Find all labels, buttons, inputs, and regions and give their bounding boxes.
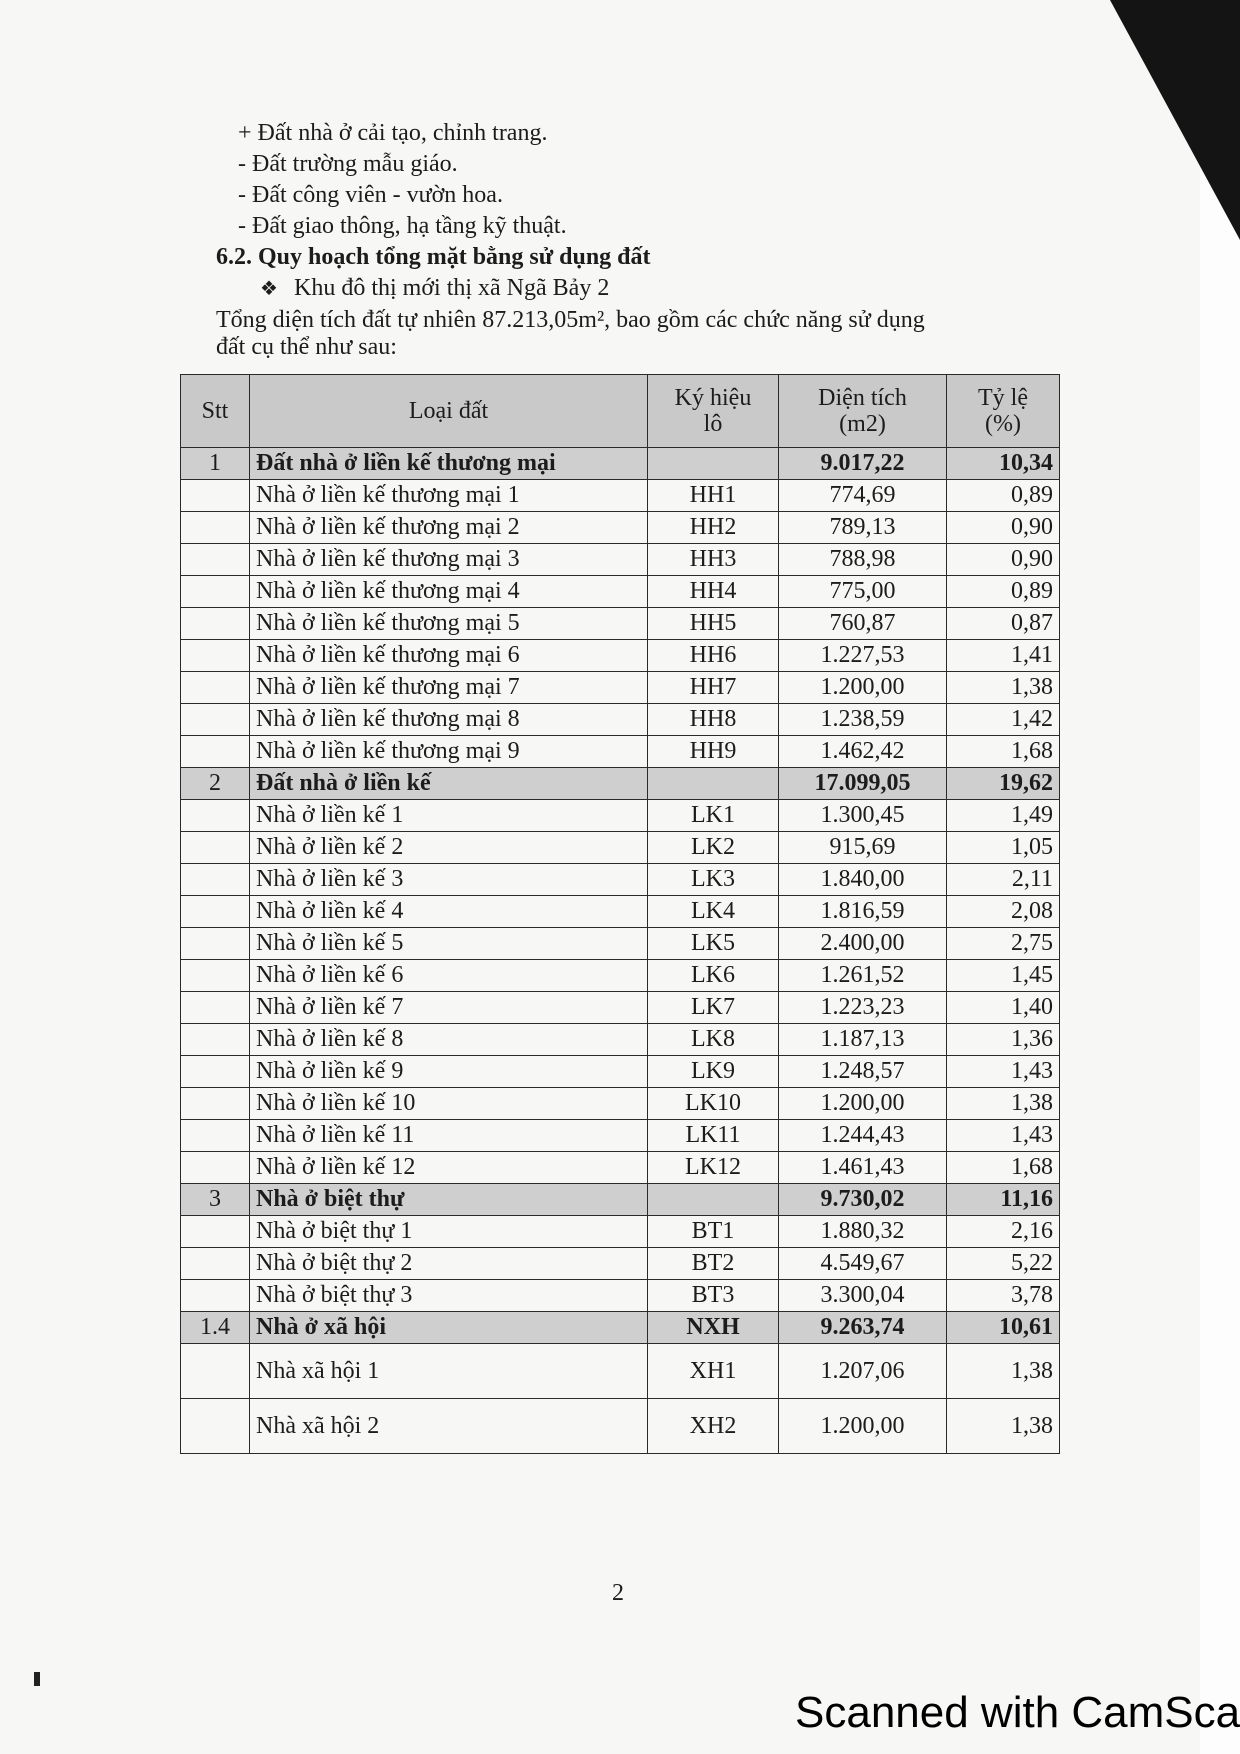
cell-ratio: 2,11 — [947, 864, 1060, 896]
intro-line: - Đất công viên - vườn hoa. — [238, 182, 503, 208]
intro-line: - Đất giao thông, hạ tầng kỹ thuật. — [238, 213, 567, 239]
cell-lot-code: HH2 — [648, 512, 779, 544]
cell-land-type: Nhà ở biệt thự 2 — [250, 1248, 648, 1280]
cell-ratio: 1,05 — [947, 832, 1060, 864]
cell-stt — [181, 544, 250, 576]
cell-ratio: 1,38 — [947, 1399, 1060, 1454]
cell-area: 760,87 — [779, 608, 947, 640]
bullet-text: Khu đô thị mới thị xã Ngã Bảy 2 — [294, 275, 610, 301]
table-row — [181, 928, 1060, 960]
cell-area: 1.261,52 — [779, 960, 947, 992]
cell-ratio: 1,68 — [947, 736, 1060, 768]
table-row — [181, 1344, 1060, 1399]
cell-stt — [181, 576, 250, 608]
header-stt: Stt — [181, 375, 250, 448]
cell-land-type: Nhà ở liền kế 8 — [250, 1024, 648, 1056]
cell-area: 17.099,05 — [779, 768, 947, 800]
cell-lot-code: HH4 — [648, 576, 779, 608]
cell-area: 1.200,00 — [779, 1399, 947, 1454]
cell-ratio: 1,45 — [947, 960, 1060, 992]
cell-area: 1.227,53 — [779, 640, 947, 672]
table-row — [181, 672, 1060, 704]
cell-ratio: 2,75 — [947, 928, 1060, 960]
cell-stt — [181, 896, 250, 928]
cell-land-type: Nhà ở liền kế thương mại 5 — [250, 608, 648, 640]
header-ratio-line1: Tỷ lệ — [978, 385, 1028, 411]
cell-ratio: 5,22 — [947, 1248, 1060, 1280]
cell-land-type: Nhà ở liền kế 10 — [250, 1088, 648, 1120]
cell-land-type: Nhà xã hội 1 — [250, 1344, 648, 1399]
table-row — [181, 1152, 1060, 1184]
cell-stt — [181, 928, 250, 960]
cell-stt — [181, 512, 250, 544]
cell-lot-code: LK6 — [648, 960, 779, 992]
cell-ratio: 1,68 — [947, 1152, 1060, 1184]
cell-lot-code: LK12 — [648, 1152, 779, 1184]
cell-area: 2.400,00 — [779, 928, 947, 960]
folded-corner-shadow — [1110, 0, 1240, 240]
cell-lot-code: LK8 — [648, 1024, 779, 1056]
cell-stt — [181, 480, 250, 512]
cell-area: 1.187,13 — [779, 1024, 947, 1056]
section-heading: 6.2. Quy hoạch tổng mặt bằng sử dụng đất — [216, 244, 651, 270]
cell-lot-code: HH5 — [648, 608, 779, 640]
cell-ratio: 0,87 — [947, 608, 1060, 640]
table-header-row — [181, 375, 1060, 448]
cell-lot-code: LK11 — [648, 1120, 779, 1152]
table-row — [181, 960, 1060, 992]
table-row — [181, 896, 1060, 928]
cell-area: 9.017,22 — [779, 448, 947, 480]
header-ratio — [947, 375, 1060, 448]
cell-stt: 3 — [181, 1184, 250, 1216]
cell-area: 4.549,67 — [779, 1248, 947, 1280]
cell-area: 1.248,57 — [779, 1056, 947, 1088]
cell-stt — [181, 672, 250, 704]
bullet-line — [238, 273, 1068, 305]
cell-lot-code — [648, 1184, 779, 1216]
cell-land-type: Nhà ở liền kế thương mại 9 — [250, 736, 648, 768]
cell-lot-code: HH1 — [648, 480, 779, 512]
cell-ratio: 0,89 — [947, 576, 1060, 608]
table-row — [181, 544, 1060, 576]
cell-area: 775,00 — [779, 576, 947, 608]
cell-ratio: 19,62 — [947, 768, 1060, 800]
cell-lot-code: LK1 — [648, 800, 779, 832]
cell-land-type: Nhà ở biệt thự 3 — [250, 1280, 648, 1312]
table-group-row — [181, 448, 1060, 480]
table-row — [181, 704, 1060, 736]
cell-land-type: Nhà ở liền kế 5 — [250, 928, 648, 960]
table-row — [181, 512, 1060, 544]
cell-lot-code — [648, 768, 779, 800]
cell-stt — [181, 736, 250, 768]
table-row — [181, 864, 1060, 896]
cell-lot-code: HH6 — [648, 640, 779, 672]
cell-ratio: 0,89 — [947, 480, 1060, 512]
cell-land-type: Nhà ở liền kế 1 — [250, 800, 648, 832]
cell-land-type: Nhà ở liền kế 9 — [250, 1056, 648, 1088]
cell-lot-code: XH1 — [648, 1344, 779, 1399]
cell-lot-code: XH2 — [648, 1399, 779, 1454]
cell-land-type: Nhà ở liền kế thương mại 7 — [250, 672, 648, 704]
table-row — [181, 992, 1060, 1024]
scan-mark — [34, 1672, 40, 1686]
diamond-bullet-icon: ❖ — [260, 278, 278, 300]
cell-lot-code: HH3 — [648, 544, 779, 576]
cell-stt — [181, 1152, 250, 1184]
cell-lot-code: BT2 — [648, 1248, 779, 1280]
header-land-type: Loại đất — [250, 375, 648, 448]
cell-area: 774,69 — [779, 480, 947, 512]
cell-ratio: 1,41 — [947, 640, 1060, 672]
table-row — [181, 832, 1060, 864]
cell-ratio: 1,36 — [947, 1024, 1060, 1056]
cell-area: 789,13 — [779, 512, 947, 544]
header-ratio-line2: (%) — [985, 411, 1021, 437]
scanner-watermark: Scanned with CamSca — [795, 1688, 1240, 1737]
cell-ratio: 2,08 — [947, 896, 1060, 928]
cell-area: 3.300,04 — [779, 1280, 947, 1312]
land-use-table — [180, 374, 1060, 1454]
cell-stt — [181, 1088, 250, 1120]
header-area-line1: Diện tích — [818, 385, 907, 411]
cell-ratio: 1,42 — [947, 704, 1060, 736]
cell-area: 1.223,23 — [779, 992, 947, 1024]
page-edge — [1200, 0, 1240, 1754]
cell-land-type: Nhà ở biệt thự 1 — [250, 1216, 648, 1248]
cell-lot-code: BT3 — [648, 1280, 779, 1312]
cell-land-type: Nhà ở liền kế 2 — [250, 832, 648, 864]
cell-stt — [181, 960, 250, 992]
table-body — [181, 448, 1060, 1454]
cell-stt — [181, 1024, 250, 1056]
intro-text — [216, 118, 1068, 360]
table-row — [181, 1248, 1060, 1280]
cell-land-type: Nhà ở liền kế thương mại 6 — [250, 640, 648, 672]
cell-ratio: 1,49 — [947, 800, 1060, 832]
cell-land-type: Nhà ở liền kế thương mại 1 — [250, 480, 648, 512]
table-row — [181, 1216, 1060, 1248]
table-row — [181, 1088, 1060, 1120]
table-row — [181, 1399, 1060, 1454]
cell-land-type: Đất nhà ở liền kế thương mại — [250, 448, 648, 480]
table-row — [181, 800, 1060, 832]
cell-land-type: Nhà ở liền kế 6 — [250, 960, 648, 992]
header-lot-code-line2: lô — [703, 411, 723, 437]
cell-area: 1.461,43 — [779, 1152, 947, 1184]
cell-area: 9.263,74 — [779, 1312, 947, 1344]
cell-ratio: 0,90 — [947, 544, 1060, 576]
cell-land-type: Nhà ở liền kế thương mại 8 — [250, 704, 648, 736]
cell-lot-code: HH9 — [648, 736, 779, 768]
table-row — [181, 736, 1060, 768]
cell-stt — [181, 800, 250, 832]
cell-ratio: 1,38 — [947, 672, 1060, 704]
cell-stt — [181, 1344, 250, 1399]
cell-land-type: Đất nhà ở liền kế — [250, 768, 648, 800]
cell-lot-code: LK3 — [648, 864, 779, 896]
cell-area: 1.840,00 — [779, 864, 947, 896]
cell-lot-code: LK5 — [648, 928, 779, 960]
cell-stt — [181, 864, 250, 896]
header-area — [779, 375, 947, 448]
cell-lot-code: LK9 — [648, 1056, 779, 1088]
cell-land-type: Nhà ở liền kế 11 — [250, 1120, 648, 1152]
cell-area: 1.880,32 — [779, 1216, 947, 1248]
cell-stt — [181, 704, 250, 736]
table-row — [181, 1024, 1060, 1056]
header-lot-code-line1: Ký hiệu — [674, 385, 752, 411]
cell-lot-code: BT1 — [648, 1216, 779, 1248]
cell-stt: 1.4 — [181, 1312, 250, 1344]
cell-land-type: Nhà ở liền kế thương mại 4 — [250, 576, 648, 608]
page-number: 2 — [612, 1580, 624, 1606]
cell-ratio: 2,16 — [947, 1216, 1060, 1248]
cell-area: 1.207,06 — [779, 1344, 947, 1399]
cell-ratio: 1,38 — [947, 1088, 1060, 1120]
table-group-row — [181, 1312, 1060, 1344]
cell-ratio: 10,34 — [947, 448, 1060, 480]
cell-area: 1.238,59 — [779, 704, 947, 736]
table-group-row — [181, 1184, 1060, 1216]
table-row — [181, 640, 1060, 672]
header-area-line2: (m2) — [839, 411, 886, 437]
cell-ratio: 1,43 — [947, 1056, 1060, 1088]
cell-ratio: 1,38 — [947, 1344, 1060, 1399]
intro-line: - Đất trường mẫu giáo. — [238, 151, 458, 177]
cell-area: 1.300,45 — [779, 800, 947, 832]
cell-stt — [181, 1216, 250, 1248]
cell-area: 1.200,00 — [779, 672, 947, 704]
cell-stt: 1 — [181, 448, 250, 480]
intro-line: + Đất nhà ở cải tạo, chỉnh trang. — [238, 120, 548, 146]
cell-land-type: Nhà ở biệt thự — [250, 1184, 648, 1216]
cell-stt: 2 — [181, 768, 250, 800]
table-group-row — [181, 768, 1060, 800]
cell-area: 1.244,43 — [779, 1120, 947, 1152]
cell-land-type: Nhà ở liền kế thương mại 3 — [250, 544, 648, 576]
table-row — [181, 1056, 1060, 1088]
cell-stt — [181, 1248, 250, 1280]
cell-area: 1.200,00 — [779, 1088, 947, 1120]
cell-lot-code: HH7 — [648, 672, 779, 704]
cell-stt — [181, 1280, 250, 1312]
cell-stt — [181, 1056, 250, 1088]
cell-area: 1.462,42 — [779, 736, 947, 768]
cell-area: 915,69 — [779, 832, 947, 864]
cell-ratio: 1,40 — [947, 992, 1060, 1024]
table-row — [181, 1280, 1060, 1312]
header-lot-code — [648, 375, 779, 448]
cell-area: 1.816,59 — [779, 896, 947, 928]
cell-lot-code: HH8 — [648, 704, 779, 736]
table-row — [181, 480, 1060, 512]
cell-stt — [181, 608, 250, 640]
paragraph-line: đất cụ thể như sau: — [216, 334, 397, 360]
cell-land-type: Nhà ở liền kế 7 — [250, 992, 648, 1024]
cell-stt — [181, 992, 250, 1024]
cell-land-type: Nhà ở liền kế thương mại 2 — [250, 512, 648, 544]
cell-lot-code: LK7 — [648, 992, 779, 1024]
cell-land-type: Nhà ở liền kế 3 — [250, 864, 648, 896]
cell-land-type: Nhà ở liền kế 12 — [250, 1152, 648, 1184]
cell-lot-code: LK10 — [648, 1088, 779, 1120]
table-row — [181, 608, 1060, 640]
cell-land-type: Nhà ở liền kế 4 — [250, 896, 648, 928]
cell-lot-code — [648, 448, 779, 480]
cell-ratio: 10,61 — [947, 1312, 1060, 1344]
cell-lot-code: LK4 — [648, 896, 779, 928]
cell-ratio: 0,90 — [947, 512, 1060, 544]
paragraph-line: Tổng diện tích đất tự nhiên 87.213,05m², bao gồm các chức năng sử dụng — [216, 307, 925, 333]
table-row — [181, 1120, 1060, 1152]
table-row — [181, 576, 1060, 608]
cell-lot-code: LK2 — [648, 832, 779, 864]
cell-area: 788,98 — [779, 544, 947, 576]
cell-stt — [181, 1120, 250, 1152]
cell-ratio: 1,43 — [947, 1120, 1060, 1152]
cell-lot-code: NXH — [648, 1312, 779, 1344]
cell-land-type: Nhà xã hội 2 — [250, 1399, 648, 1454]
cell-area: 9.730,02 — [779, 1184, 947, 1216]
cell-stt — [181, 832, 250, 864]
cell-ratio: 3,78 — [947, 1280, 1060, 1312]
cell-ratio: 11,16 — [947, 1184, 1060, 1216]
cell-stt — [181, 1399, 250, 1454]
cell-land-type: Nhà ở xã hội — [250, 1312, 648, 1344]
cell-stt — [181, 640, 250, 672]
